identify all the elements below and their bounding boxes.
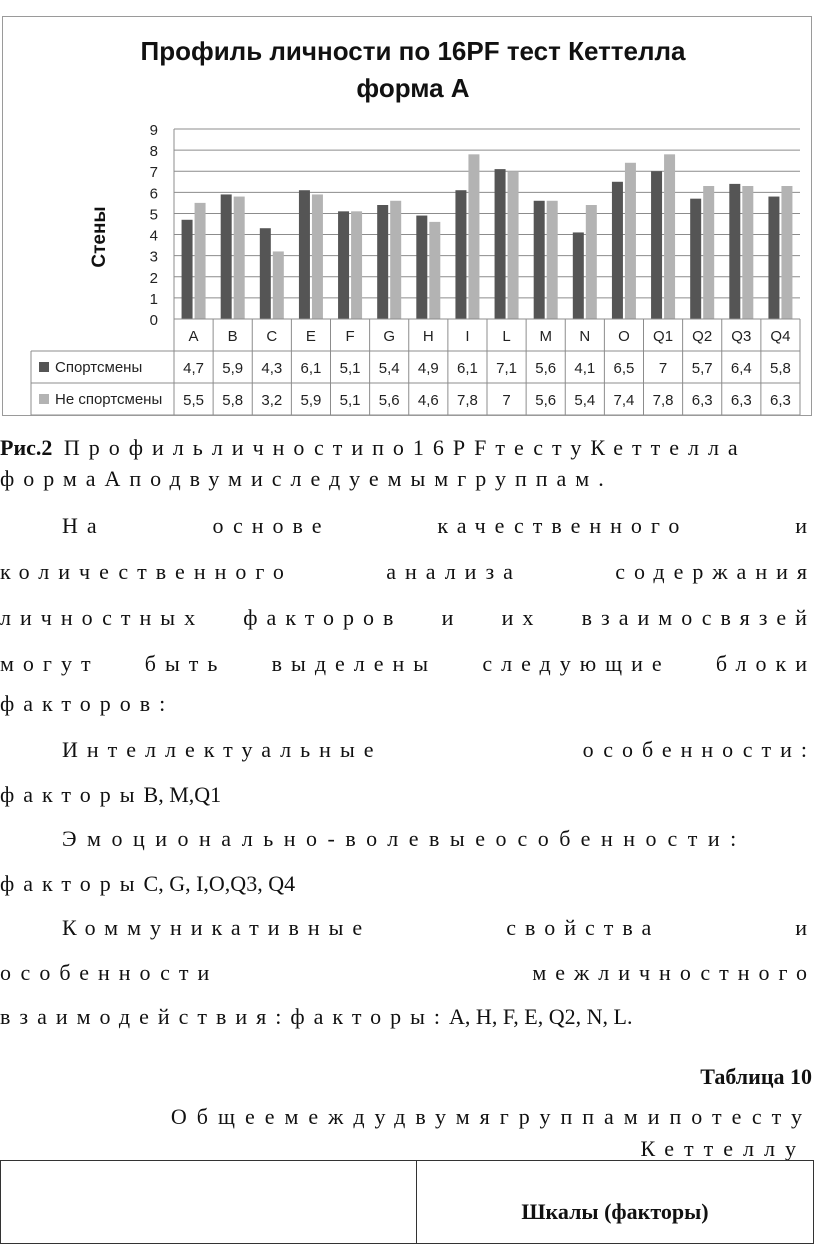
factors-prefix: факторы: [0, 871, 144, 896]
bar-non-athletes: [429, 222, 440, 319]
bar-athletes: [573, 232, 584, 319]
word: взаимосвязей: [581, 605, 816, 630]
results-table: [0, 1160, 814, 1244]
word: основе: [212, 513, 331, 538]
bar-non-athletes: [508, 171, 519, 319]
y-tick-label: 3: [149, 248, 158, 266]
x-category-label: G: [383, 328, 396, 345]
table-header-scales: Шкалы (факторы): [521, 1199, 709, 1224]
data-value-label: 5,1: [339, 392, 361, 409]
communicative-line-3: [0, 1002, 816, 1032]
data-value-label: 7: [502, 392, 511, 409]
data-value-label: 5,8: [222, 392, 244, 409]
bar-non-athletes: [547, 201, 558, 319]
bar-athletes: [651, 171, 662, 319]
word: быть: [144, 651, 227, 676]
x-category-label: L: [502, 328, 511, 345]
x-category-label: Q3: [731, 328, 752, 345]
paragraph-line-4: [0, 649, 816, 679]
data-value-label: 5,8: [770, 360, 791, 377]
word: количественного: [0, 559, 293, 584]
x-category-label: Q4: [770, 328, 791, 345]
bar-non-athletes: [390, 201, 401, 319]
word: личностных: [0, 605, 205, 630]
x-category-label: C: [266, 328, 278, 345]
bar-athletes: [455, 190, 466, 319]
word: анализа: [386, 559, 522, 584]
chart-title-line-1: Профиль личности по 16PF тест Кеттелла: [140, 36, 686, 66]
data-value-label: 6,3: [770, 392, 791, 409]
x-category-label: Q2: [692, 328, 713, 345]
bar-athletes: [338, 211, 349, 319]
figure-caption-line-1: [0, 433, 816, 463]
word: их: [501, 605, 543, 630]
data-value-label: 7,1: [496, 360, 517, 377]
word: межличностного: [532, 960, 816, 985]
word: следующие: [482, 651, 671, 676]
bar-athletes: [221, 194, 232, 319]
word: Коммуникативные: [62, 915, 372, 940]
word: свойства: [506, 915, 661, 940]
x-category-label: I: [465, 328, 470, 345]
y-tick-label: 0: [149, 312, 158, 329]
table-title-line-2: Кеттеллу: [640, 1136, 806, 1161]
data-value-label: 5,9: [300, 392, 322, 409]
bar-athletes: [729, 184, 740, 319]
data-value-label: 5,5: [183, 392, 204, 409]
figure-caption-line-2: формаАподвумиследуемымгруппам.: [0, 466, 613, 491]
bar-athletes: [612, 182, 623, 319]
data-value-label: 5,1: [339, 360, 361, 377]
paragraph-line-3: [0, 603, 816, 633]
bar-non-athletes: [468, 154, 479, 319]
bar-athletes: [299, 190, 310, 319]
factors-prefix: факторы: [0, 782, 144, 807]
table-caption: Таблица 10: [700, 1064, 812, 1089]
word: и: [795, 513, 816, 538]
word: особенности:: [582, 737, 816, 762]
factors-prefix: взаимодействия:факторы:: [0, 1004, 450, 1029]
factors-values: A, H, F, E, Q2, N, L.: [449, 1004, 633, 1029]
data-value-label: 5,6: [535, 392, 557, 409]
legend-swatch: [39, 394, 49, 404]
data-value-label: 5,4: [574, 392, 596, 409]
paragraph-line-1: [62, 511, 816, 541]
word: могут: [0, 651, 100, 676]
chart-frame: [2, 16, 812, 416]
legend-swatch: [39, 362, 49, 372]
y-tick-label: 9: [149, 122, 158, 139]
bar-athletes: [495, 169, 506, 319]
data-value-label: 4,6: [417, 392, 439, 409]
factors-values: C, G, I,O,Q3, Q4: [143, 871, 296, 896]
emotional-line-2: [0, 869, 816, 899]
data-value-label: 5,6: [378, 392, 400, 409]
figure-caption-label: Рис.2: [0, 435, 53, 460]
word: На: [62, 513, 106, 538]
data-value-label: 7,8: [652, 392, 674, 409]
x-category-label: A: [188, 328, 199, 345]
bar-non-athletes: [703, 186, 714, 319]
data-value-label: 4,1: [574, 360, 596, 377]
word: факторов: [243, 605, 403, 630]
bar-non-athletes: [664, 154, 675, 319]
legend-label: Спортсмены: [55, 359, 143, 376]
data-value-label: 5,9: [222, 360, 244, 377]
y-axis-label: Стены: [89, 206, 110, 268]
x-category-label: M: [539, 328, 552, 345]
x-category-label: Q1: [653, 328, 674, 345]
data-value-label: 6,3: [730, 392, 752, 409]
bar-non-athletes: [781, 186, 792, 319]
data-value-label: 5,6: [535, 360, 557, 377]
bar-chart: [3, 17, 811, 415]
data-value-label: 4,7: [183, 360, 204, 377]
communicative-line-2: [0, 958, 816, 988]
data-value-label: 4,3: [261, 360, 283, 377]
data-value-label: 6,5: [613, 360, 635, 377]
word: Интеллектуальные: [62, 737, 383, 762]
table-header-cell: [417, 1161, 813, 1243]
intellect-line-2: [0, 780, 816, 810]
y-tick-label: 7: [149, 164, 158, 182]
bar-athletes: [690, 199, 701, 319]
data-value-label: 7,4: [613, 392, 635, 409]
x-category-label: N: [579, 328, 591, 345]
intellect-line-1: [62, 735, 816, 765]
bar-athletes: [534, 201, 545, 319]
y-tick-label: 6: [149, 185, 158, 203]
paragraph-line-2: [0, 557, 816, 587]
y-tick-label: 8: [149, 143, 158, 161]
data-value-label: 4,9: [417, 360, 439, 377]
word: и: [441, 605, 463, 630]
bar-non-athletes: [742, 186, 753, 319]
word: особенности: [0, 960, 219, 985]
x-category-label: B: [227, 328, 238, 345]
word: и: [795, 915, 816, 940]
word: содержания: [615, 559, 816, 584]
data-value-label: 6,3: [691, 392, 713, 409]
legend-label: Не спортсмены: [55, 391, 163, 408]
data-value-label: 5,7: [691, 360, 713, 377]
bar-athletes: [260, 228, 271, 319]
paragraph-line-5: факторов:: [0, 691, 175, 716]
communicative-line-1: [62, 913, 816, 943]
chart-title-line-2: форма А: [356, 73, 470, 103]
data-value-label: 7: [658, 360, 668, 377]
data-value-label: 6,1: [300, 360, 322, 377]
bar-non-athletes: [195, 203, 206, 319]
bar-athletes: [377, 205, 388, 319]
bar-non-athletes: [625, 163, 636, 319]
word: блоки: [715, 651, 816, 676]
x-category-label: F: [345, 328, 355, 345]
data-value-label: 6,1: [457, 360, 478, 377]
y-tick-label: 2: [149, 269, 158, 287]
table-title-line-1: Общеемеждудвумягруппамипотесту: [170, 1104, 812, 1129]
bar-non-athletes: [234, 197, 245, 319]
word: качественного: [437, 513, 689, 538]
word: выделены: [271, 651, 438, 676]
bar-non-athletes: [273, 251, 284, 319]
data-value-label: 7,8: [457, 392, 478, 409]
y-tick-label: 1: [149, 290, 158, 308]
figure-caption-text-1: Профильличностипо16PFтестуКеттелла: [63, 435, 747, 460]
emotional-line-1: Эмоционально-волевыеособенности:: [62, 826, 747, 851]
data-value-label: 5,4: [378, 360, 400, 377]
bar-non-athletes: [312, 194, 323, 319]
bar-non-athletes: [586, 205, 597, 319]
x-category-label: H: [422, 328, 434, 345]
factors-values: B, M,Q1: [143, 782, 222, 807]
data-value-label: 3,2: [261, 392, 283, 409]
data-value-label: 6,4: [730, 360, 752, 377]
y-tick-label: 5: [149, 206, 158, 224]
bar-athletes: [182, 220, 193, 319]
bar-athletes: [416, 216, 427, 319]
bar-athletes: [768, 197, 779, 319]
y-tick-label: 4: [149, 227, 158, 245]
x-category-label: E: [305, 328, 316, 345]
table-header-empty-cell: [1, 1161, 417, 1243]
x-category-label: O: [618, 328, 630, 345]
bar-non-athletes: [351, 211, 362, 319]
